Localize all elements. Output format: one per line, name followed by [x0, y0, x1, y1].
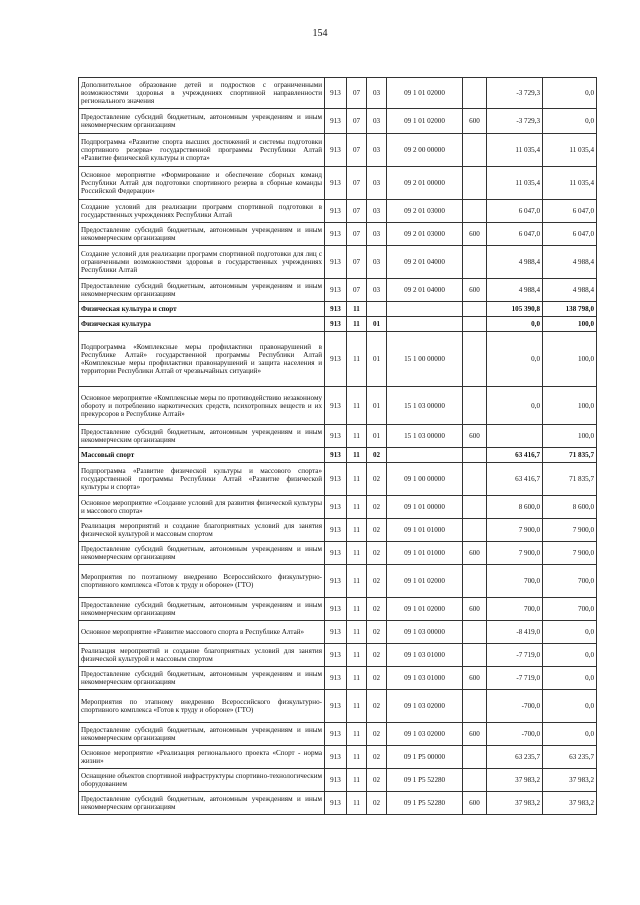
expense-type-cell: 600 [463, 792, 487, 815]
table-row [79, 644, 597, 667]
expense-type-cell [463, 317, 487, 332]
subsection-code-cell: 01 [367, 317, 387, 332]
table-row [79, 448, 597, 463]
table-row [79, 565, 597, 598]
row-name-cell: Подпрограмма «Развитие спорта высших достижений и системы подготовки спортивного резерва» государственной программы Республики Алтай «Развитие физической культуры и спорта» [79, 134, 325, 167]
table-row [79, 387, 597, 425]
expense-type-cell [463, 519, 487, 542]
grbs-code-cell: 913 [325, 246, 347, 279]
amount-year2-cell: 8 600,0 [543, 496, 597, 519]
target-article-cell: 09 2 00 00000 [387, 134, 463, 167]
row-name-cell: Физическая культура [79, 317, 325, 332]
target-article-cell [387, 317, 463, 332]
amount-year1-cell: 37 983,2 [487, 769, 543, 792]
table-row [79, 223, 597, 246]
row-name-cell: Основное мероприятие «Развитие массового спорта в Республике Алтай» [79, 621, 325, 644]
grbs-code-cell: 913 [325, 690, 347, 723]
row-name-cell: Основное мероприятие «Формирование и обеспечение сборных команд Республики Алтай для подготовки спортивного резерва в сборные команды Российской Федерации» [79, 167, 325, 200]
section-code-cell: 11 [347, 448, 367, 463]
expense-type-cell [463, 387, 487, 425]
expense-type-cell [463, 302, 487, 317]
amount-year2-cell: 71 835,7 [543, 463, 597, 496]
grbs-code-cell: 913 [325, 723, 347, 746]
subsection-code-cell: 03 [367, 78, 387, 109]
expense-type-cell: 600 [463, 279, 487, 302]
expense-type-cell: 600 [463, 542, 487, 565]
target-article-cell: 09 1 01 00000 [387, 496, 463, 519]
grbs-code-cell: 913 [325, 332, 347, 387]
subsection-code-cell: 02 [367, 496, 387, 519]
table-row [79, 109, 597, 134]
target-article-cell: 09 1 03 02000 [387, 723, 463, 746]
section-code-cell: 11 [347, 425, 367, 448]
section-code-cell: 11 [347, 746, 367, 769]
row-name-cell: Основное мероприятие «Создание условий для развития физической культуры и массового спорта» [79, 496, 325, 519]
subsection-code-cell: 03 [367, 279, 387, 302]
table-row [79, 746, 597, 769]
grbs-code-cell: 913 [325, 78, 347, 109]
subsection-code-cell: 02 [367, 644, 387, 667]
subsection-code-cell: 03 [367, 200, 387, 223]
grbs-code-cell: 913 [325, 279, 347, 302]
row-name-cell: Реализация мероприятий и создание благоприятных условий для занятия физической культурой и массовым спортом [79, 519, 325, 542]
section-code-cell: 11 [347, 723, 367, 746]
section-code-cell: 07 [347, 223, 367, 246]
amount-year1-cell: -700,0 [487, 690, 543, 723]
expense-type-cell [463, 200, 487, 223]
amount-year2-cell: 11 035,4 [543, 167, 597, 200]
subsection-code-cell: 02 [367, 690, 387, 723]
amount-year1-cell: 63 416,7 [487, 463, 543, 496]
amount-year2-cell: 37 983,2 [543, 792, 597, 815]
subsection-code-cell: 01 [367, 387, 387, 425]
target-article-cell: 09 1 01 02000 [387, 565, 463, 598]
amount-year2-cell: 700,0 [543, 598, 597, 621]
expense-type-cell: 600 [463, 425, 487, 448]
subsection-code-cell: 02 [367, 723, 387, 746]
amount-year2-cell: 11 035,4 [543, 134, 597, 167]
amount-year2-cell: 0,0 [543, 723, 597, 746]
target-article-cell: 09 1 03 01000 [387, 644, 463, 667]
amount-year2-cell: 0,0 [543, 621, 597, 644]
target-article-cell: 09 2 01 03000 [387, 200, 463, 223]
expense-type-cell [463, 448, 487, 463]
expense-type-cell: 600 [463, 109, 487, 134]
table-row [79, 542, 597, 565]
amount-year1-cell: 63 235,7 [487, 746, 543, 769]
table-row [79, 279, 597, 302]
amount-year1-cell: 0,0 [487, 317, 543, 332]
row-name-cell: Дополнительное образование детей и подростков с ограниченными возможностями здоровья в учреждениях спортивной направленности регионального значения [79, 78, 325, 109]
grbs-code-cell: 913 [325, 317, 347, 332]
amount-year2-cell: 0,0 [543, 78, 597, 109]
table-row [79, 167, 597, 200]
subsection-code-cell: 03 [367, 167, 387, 200]
table-row [79, 463, 597, 496]
section-code-cell: 07 [347, 134, 367, 167]
expense-type-cell [463, 332, 487, 387]
section-code-cell: 07 [347, 109, 367, 134]
grbs-code-cell: 913 [325, 425, 347, 448]
grbs-code-cell: 913 [325, 134, 347, 167]
amount-year2-cell: 100,0 [543, 387, 597, 425]
row-name-cell: Предоставление субсидий бюджетным, автономным учреждениям и иным некоммерческим организациям [79, 425, 325, 448]
section-code-cell: 07 [347, 78, 367, 109]
row-name-cell: Предоставление субсидий бюджетным, автономным учреждениям и иным некоммерческим организациям [79, 109, 325, 134]
amount-year2-cell: 0,0 [543, 667, 597, 690]
table-row [79, 496, 597, 519]
table-row [79, 621, 597, 644]
grbs-code-cell: 913 [325, 387, 347, 425]
amount-year2-cell: 4 988,4 [543, 279, 597, 302]
amount-year1-cell: 0,0 [487, 332, 543, 387]
subsection-code-cell [367, 302, 387, 317]
expense-type-cell [463, 746, 487, 769]
target-article-cell: 09 1 03 00000 [387, 621, 463, 644]
amount-year2-cell: 6 047,0 [543, 223, 597, 246]
grbs-code-cell: 913 [325, 792, 347, 815]
row-name-cell: Подпрограмма «Комплексные меры профилактики правонарушений в Республике Алтай» государственной программы Республики Алтай «Комплексные меры профилактики правонарушений и защита населения и территории Республики Алтай от чрезвычайных ситуаций» [79, 332, 325, 387]
grbs-code-cell: 913 [325, 496, 347, 519]
expense-type-cell [463, 134, 487, 167]
amount-year1-cell [487, 425, 543, 448]
subsection-code-cell: 02 [367, 769, 387, 792]
table-row [79, 769, 597, 792]
section-code-cell: 11 [347, 621, 367, 644]
amount-year1-cell: 37 983,2 [487, 792, 543, 815]
grbs-code-cell: 913 [325, 167, 347, 200]
expense-type-cell [463, 463, 487, 496]
subsection-code-cell: 03 [367, 246, 387, 279]
section-code-cell: 07 [347, 167, 367, 200]
amount-year1-cell: 11 035,4 [487, 134, 543, 167]
target-article-cell: 15 1 03 00000 [387, 387, 463, 425]
section-code-cell: 11 [347, 463, 367, 496]
target-article-cell: 09 1 01 01000 [387, 542, 463, 565]
row-name-cell: Основное мероприятие «Комплексные меры по противодействию незаконному обороту и потреблению наркотических средств, психотропных веществ и их прекурсоров в Республике Алтай» [79, 387, 325, 425]
amount-year2-cell: 37 983,2 [543, 769, 597, 792]
expense-type-cell: 600 [463, 223, 487, 246]
expense-type-cell [463, 644, 487, 667]
amount-year1-cell: 4 988,4 [487, 279, 543, 302]
amount-year1-cell: 0,0 [487, 387, 543, 425]
expense-type-cell [463, 167, 487, 200]
grbs-code-cell: 913 [325, 448, 347, 463]
expense-type-cell [463, 769, 487, 792]
target-article-cell: 15 1 03 00000 [387, 425, 463, 448]
section-code-cell: 11 [347, 565, 367, 598]
table-row [79, 78, 597, 109]
target-article-cell: 09 2 01 04000 [387, 246, 463, 279]
expense-type-cell: 600 [463, 723, 487, 746]
amount-year2-cell: 6 047,0 [543, 200, 597, 223]
row-name-cell: Физическая культура и спорт [79, 302, 325, 317]
amount-year1-cell: -7 719,0 [487, 644, 543, 667]
section-code-cell: 11 [347, 387, 367, 425]
expense-type-cell [463, 496, 487, 519]
subsection-code-cell: 02 [367, 598, 387, 621]
table-row [79, 200, 597, 223]
table-row [79, 246, 597, 279]
amount-year2-cell: 0,0 [543, 690, 597, 723]
row-name-cell: Создание условий для реализации программ спортивной подготовки в государственных учреждениях Республики Алтай [79, 200, 325, 223]
grbs-code-cell: 913 [325, 223, 347, 246]
section-code-cell: 11 [347, 667, 367, 690]
section-code-cell: 11 [347, 496, 367, 519]
section-code-cell: 11 [347, 542, 367, 565]
target-article-cell [387, 448, 463, 463]
amount-year2-cell: 700,0 [543, 565, 597, 598]
subsection-code-cell: 02 [367, 463, 387, 496]
expense-type-cell: 600 [463, 598, 487, 621]
row-name-cell: Подпрограмма «Развитие физической культуры и массового спорта» государственной программы Республики Алтай «Развитие физической культуры и спорта» [79, 463, 325, 496]
amount-year1-cell: 7 900,0 [487, 542, 543, 565]
grbs-code-cell: 913 [325, 302, 347, 317]
amount-year1-cell: 6 047,0 [487, 200, 543, 223]
expense-type-cell [463, 621, 487, 644]
table-row [79, 332, 597, 387]
amount-year2-cell: 7 900,0 [543, 542, 597, 565]
subsection-code-cell: 03 [367, 109, 387, 134]
subsection-code-cell: 02 [367, 565, 387, 598]
subsection-code-cell: 01 [367, 332, 387, 387]
grbs-code-cell: 913 [325, 667, 347, 690]
subsection-code-cell: 02 [367, 542, 387, 565]
target-article-cell: 09 1 03 01000 [387, 667, 463, 690]
subsection-code-cell: 02 [367, 667, 387, 690]
target-article-cell: 09 1 01 01000 [387, 519, 463, 542]
target-article-cell: 09 2 01 00000 [387, 167, 463, 200]
row-name-cell: Основное мероприятие «Реализация регионального проекта «Спорт - норма жизни» [79, 746, 325, 769]
row-name-cell: Предоставление субсидий бюджетным, автономным учреждениям и иным некоммерческим организациям [79, 667, 325, 690]
amount-year2-cell: 71 835,7 [543, 448, 597, 463]
amount-year1-cell: 11 035,4 [487, 167, 543, 200]
grbs-code-cell: 913 [325, 644, 347, 667]
section-code-cell: 07 [347, 279, 367, 302]
amount-year1-cell: 105 390,8 [487, 302, 543, 317]
amount-year1-cell: 6 047,0 [487, 223, 543, 246]
target-article-cell: 15 1 00 00000 [387, 332, 463, 387]
amount-year2-cell: 100,0 [543, 425, 597, 448]
subsection-code-cell: 02 [367, 519, 387, 542]
subsection-code-cell: 03 [367, 134, 387, 167]
subsection-code-cell: 02 [367, 448, 387, 463]
section-code-cell: 07 [347, 246, 367, 279]
row-name-cell: Предоставление субсидий бюджетным, автономным учреждениям и иным некоммерческим организациям [79, 279, 325, 302]
amount-year1-cell: 63 416,7 [487, 448, 543, 463]
amount-year2-cell: 0,0 [543, 644, 597, 667]
grbs-code-cell: 913 [325, 769, 347, 792]
section-code-cell: 11 [347, 519, 367, 542]
row-name-cell: Создание условий для реализации программ спортивной подготовки для лиц с ограниченными возможностями здоровья в государственных учреждениях Республики Алтай [79, 246, 325, 279]
expense-type-cell [463, 565, 487, 598]
amount-year1-cell: 7 900,0 [487, 519, 543, 542]
amount-year1-cell: 700,0 [487, 598, 543, 621]
budget-table [78, 77, 597, 815]
target-article-cell: 09 1 01 02000 [387, 598, 463, 621]
table-row [79, 302, 597, 317]
amount-year2-cell: 138 798,0 [543, 302, 597, 317]
section-code-cell: 11 [347, 598, 367, 621]
target-article-cell: 09 1 P5 00000 [387, 746, 463, 769]
amount-year1-cell: -8 419,0 [487, 621, 543, 644]
grbs-code-cell: 913 [325, 598, 347, 621]
target-article-cell: 09 1 01 02000 [387, 78, 463, 109]
table-row [79, 723, 597, 746]
grbs-code-cell: 913 [325, 200, 347, 223]
amount-year2-cell: 63 235,7 [543, 746, 597, 769]
target-article-cell: 09 1 00 00000 [387, 463, 463, 496]
section-code-cell: 11 [347, 317, 367, 332]
subsection-code-cell: 03 [367, 223, 387, 246]
section-code-cell: 11 [347, 690, 367, 723]
budget-table-body [79, 78, 597, 815]
row-name-cell: Предоставление субсидий бюджетным, автономным учреждениям и иным некоммерческим организациям [79, 792, 325, 815]
section-code-cell: 11 [347, 644, 367, 667]
grbs-code-cell: 913 [325, 519, 347, 542]
target-article-cell: 09 1 P5 52280 [387, 792, 463, 815]
grbs-code-cell: 913 [325, 621, 347, 644]
amount-year1-cell: 700,0 [487, 565, 543, 598]
grbs-code-cell: 913 [325, 542, 347, 565]
row-name-cell: Предоставление субсидий бюджетным, автономным учреждениям и иным некоммерческим организациям [79, 542, 325, 565]
amount-year2-cell: 0,0 [543, 109, 597, 134]
row-name-cell: Массовый спорт [79, 448, 325, 463]
amount-year1-cell: -3 729,3 [487, 109, 543, 134]
grbs-code-cell: 913 [325, 109, 347, 134]
grbs-code-cell: 913 [325, 565, 347, 598]
amount-year2-cell: 4 988,4 [543, 246, 597, 279]
row-name-cell: Оснащение объектов спортивной инфраструктуры спортивно-технологическим оборудованием [79, 769, 325, 792]
table-row [79, 792, 597, 815]
row-name-cell: Предоставление субсидий бюджетным, автономным учреждениям и иным некоммерческим организациям [79, 598, 325, 621]
amount-year1-cell: 8 600,0 [487, 496, 543, 519]
target-article-cell: 09 2 01 04000 [387, 279, 463, 302]
expense-type-cell [463, 78, 487, 109]
amount-year2-cell: 100,0 [543, 317, 597, 332]
target-article-cell: 09 1 03 02000 [387, 690, 463, 723]
section-code-cell: 11 [347, 792, 367, 815]
target-article-cell: 09 2 01 03000 [387, 223, 463, 246]
expense-type-cell [463, 690, 487, 723]
expense-type-cell [463, 246, 487, 279]
subsection-code-cell: 01 [367, 425, 387, 448]
table-row [79, 317, 597, 332]
section-code-cell: 11 [347, 302, 367, 317]
target-article-cell [387, 302, 463, 317]
expense-type-cell: 600 [463, 667, 487, 690]
row-name-cell: Мероприятия по этапному внедрению Всероссийского физкультурно-спортивного комплекса «Готов к труду и обороне» (ГТО) [79, 690, 325, 723]
subsection-code-cell: 02 [367, 746, 387, 769]
table-row [79, 425, 597, 448]
amount-year1-cell: -700,0 [487, 723, 543, 746]
subsection-code-cell: 02 [367, 621, 387, 644]
subsection-code-cell: 02 [367, 792, 387, 815]
target-article-cell: 09 1 P5 52280 [387, 769, 463, 792]
section-code-cell: 07 [347, 200, 367, 223]
table-row [79, 598, 597, 621]
target-article-cell: 09 1 01 02000 [387, 109, 463, 134]
table-row [79, 667, 597, 690]
table-row [79, 690, 597, 723]
amount-year2-cell: 7 900,0 [543, 519, 597, 542]
table-row [79, 134, 597, 167]
amount-year2-cell: 100,0 [543, 332, 597, 387]
grbs-code-cell: 913 [325, 746, 347, 769]
section-code-cell: 11 [347, 332, 367, 387]
grbs-code-cell: 913 [325, 463, 347, 496]
section-code-cell: 11 [347, 769, 367, 792]
row-name-cell: Мероприятия по поэтапному внедрению Всероссийского физкультурно-спортивного комплекса «Готов к труду и обороне» (ГТО) [79, 565, 325, 598]
amount-year1-cell: -7 719,0 [487, 667, 543, 690]
row-name-cell: Предоставление субсидий бюджетным, автономным учреждениям и иным некоммерческим организациям [79, 223, 325, 246]
table-row [79, 519, 597, 542]
amount-year1-cell: -3 729,3 [487, 78, 543, 109]
row-name-cell: Реализация мероприятий и создание благоприятных условий для занятия физической культурой и массовым спортом [79, 644, 325, 667]
amount-year1-cell: 4 988,4 [487, 246, 543, 279]
page-number: 154 [312, 28, 328, 39]
row-name-cell: Предоставление субсидий бюджетным, автономным учреждениям и иным некоммерческим организациям [79, 723, 325, 746]
